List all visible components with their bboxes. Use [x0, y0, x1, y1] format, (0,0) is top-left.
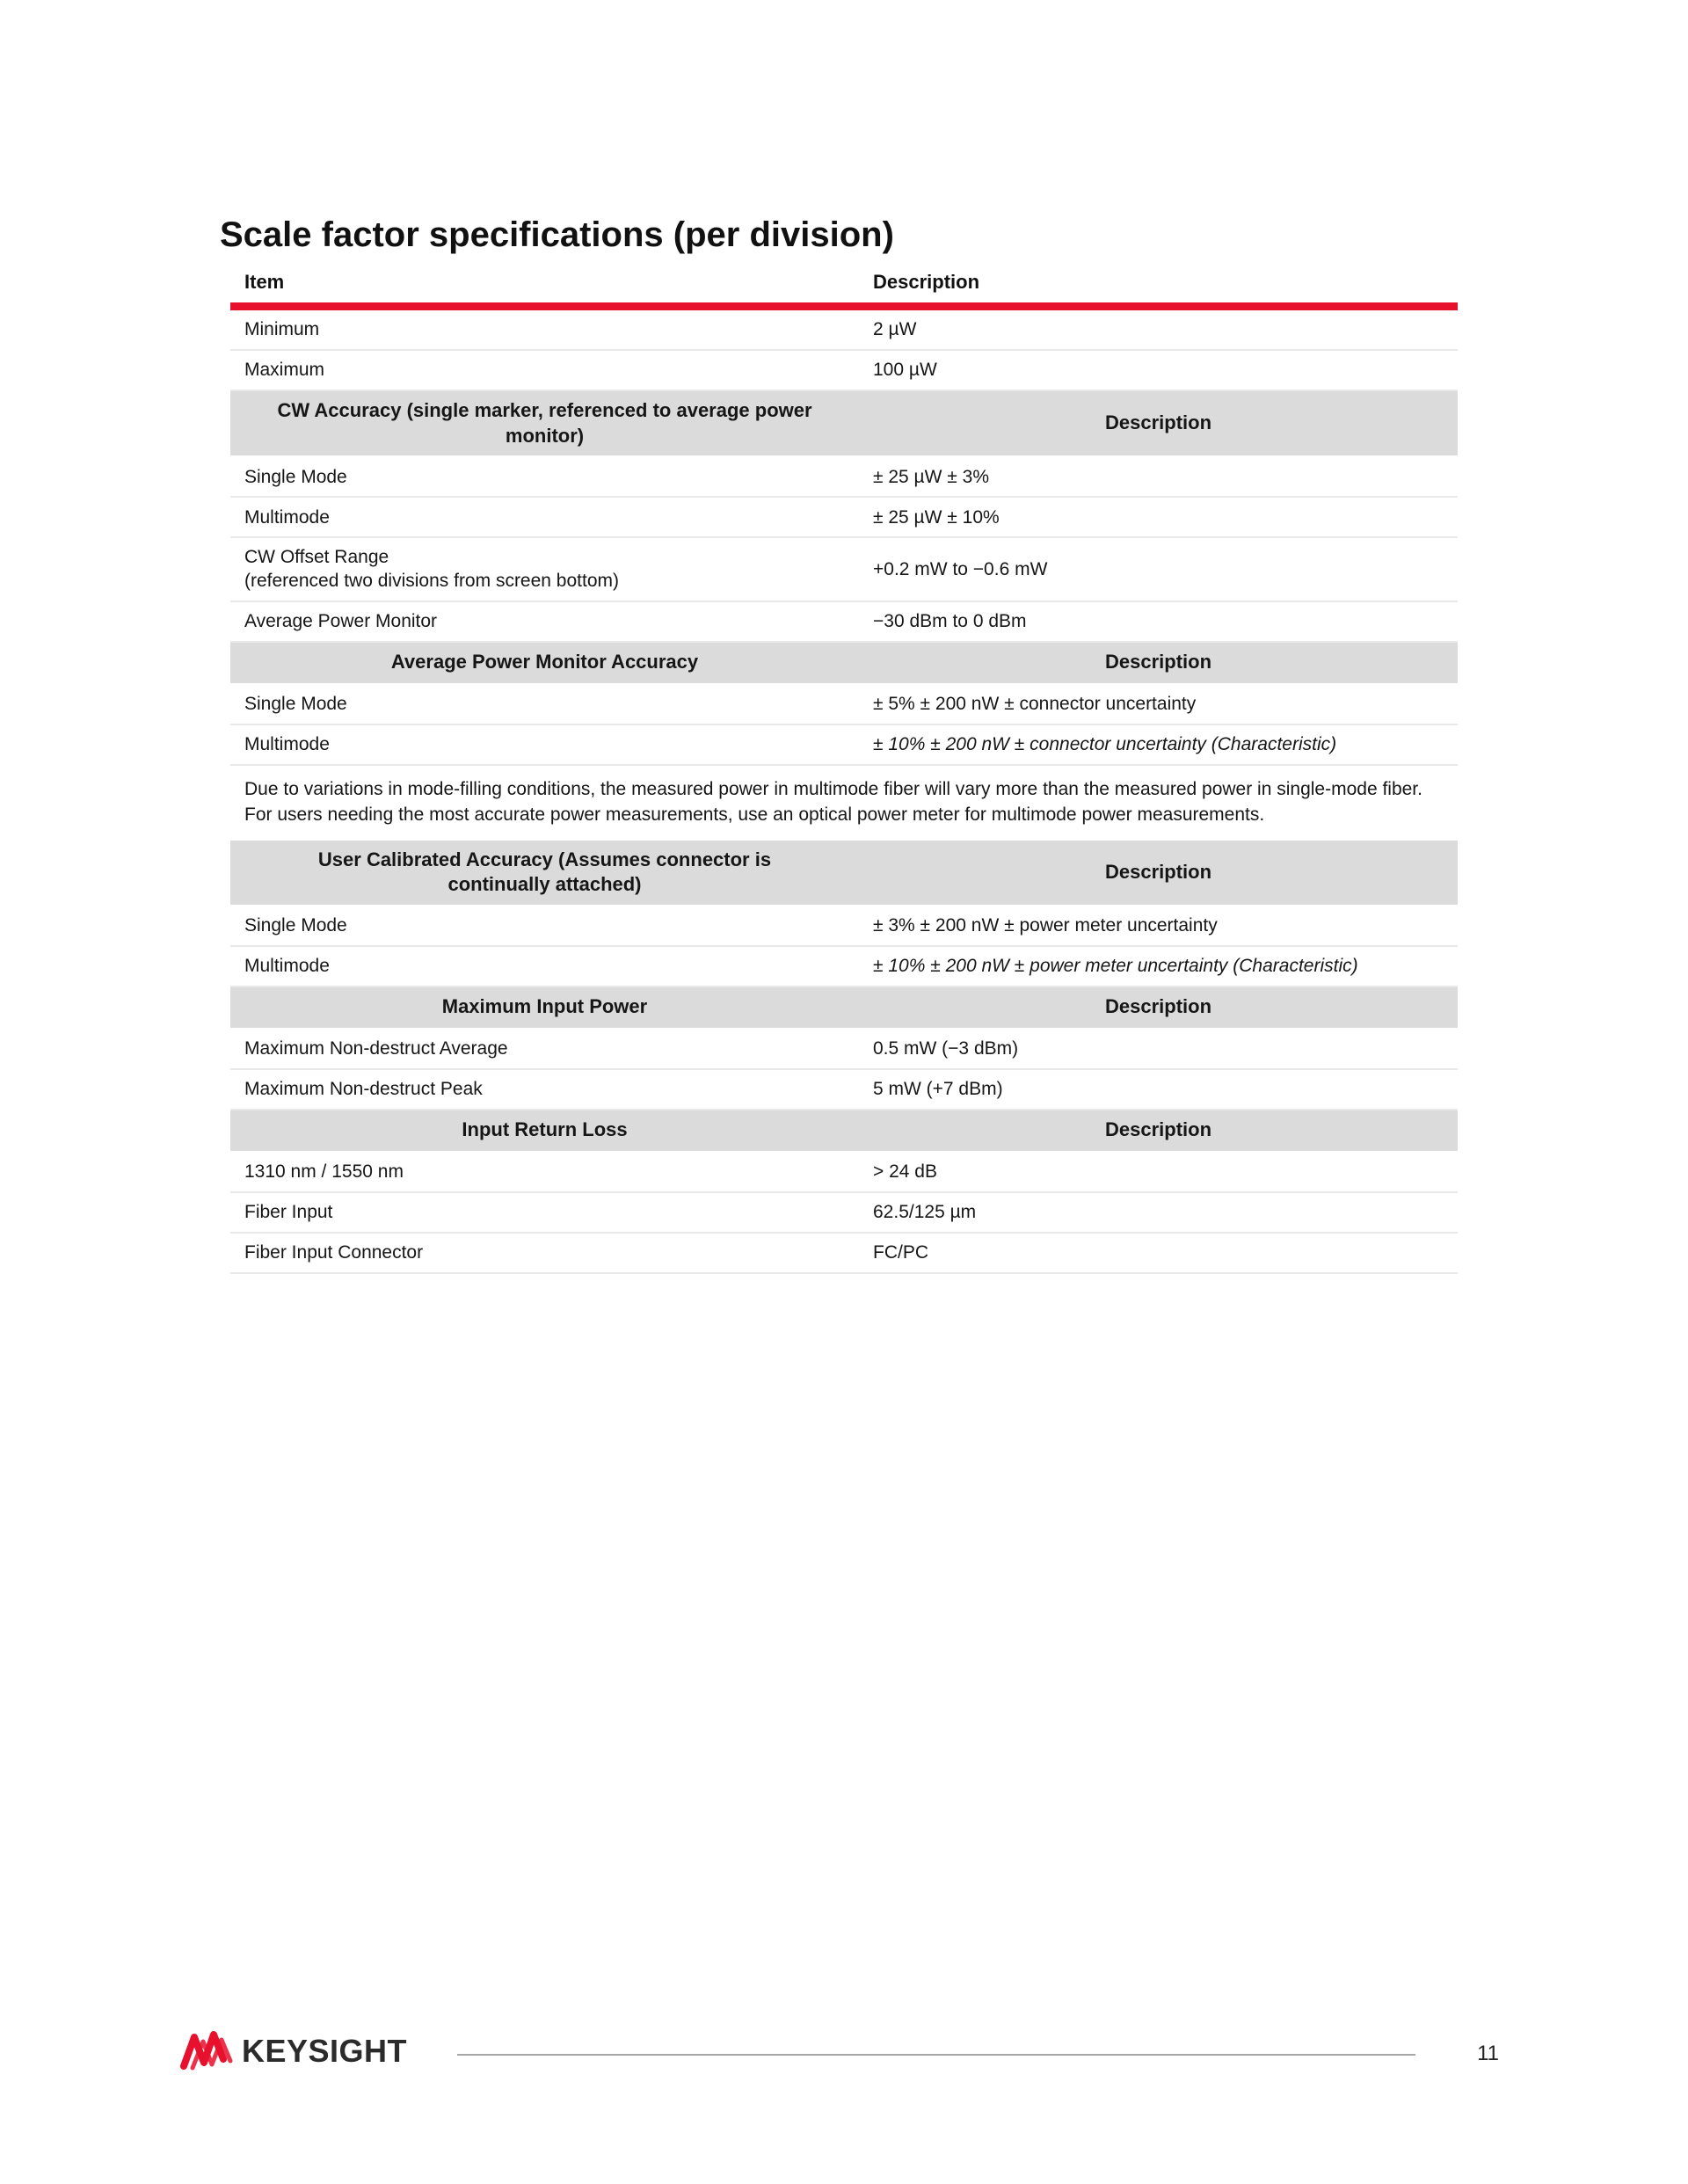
table-row [230, 351, 1458, 391]
item-cell: Multimode [244, 956, 330, 977]
description-cell: Description [1104, 995, 1212, 1018]
item-cell: Maximum Non-destruct Average [244, 1038, 508, 1059]
table-row [230, 1234, 1458, 1274]
item-cell: Average Power Monitor [244, 611, 438, 632]
item-cell: Fiber Input Connector [244, 1242, 424, 1263]
item-cell: Fiber Input [244, 1202, 333, 1223]
item-cell [230, 1110, 859, 1150]
table-row [230, 947, 1458, 987]
description-cell: ± 10% ± 200 nW ± power meter uncertainty (Characteristic) [873, 956, 1358, 977]
item-cell: Multimode [244, 506, 330, 528]
item-header-cell: Item [244, 271, 285, 293]
description-cell: ± 10% ± 200 nW ± connector uncertainty (Characteristic) [873, 734, 1337, 755]
section-title: Maximum Input Power [441, 995, 648, 1018]
description-cell: ± 25 µW ± 10% [873, 506, 1000, 528]
table-row [230, 538, 1458, 602]
item-cell [230, 987, 859, 1027]
item-cell: Minimum [244, 319, 320, 340]
description-cell: > 24 dB [873, 1161, 937, 1183]
section-title: Input Return Loss [462, 1118, 628, 1141]
footer [180, 2022, 1508, 2084]
table-row [230, 725, 1458, 766]
description-cell: FC/PC [873, 1242, 928, 1263]
section-header-row [230, 643, 1458, 685]
section-title: Average Power Monitor Accuracy [390, 651, 699, 673]
section-header-row [230, 1110, 1458, 1153]
table-body [230, 310, 1458, 1274]
item-cell: Maximum [244, 360, 325, 381]
table-row [230, 498, 1458, 538]
item-cell: Single Mode [244, 694, 347, 715]
description-header-cell: Description [873, 271, 980, 293]
table-row [230, 457, 1458, 498]
description-cell: 0.5 mW (−3 dBm) [873, 1038, 1019, 1059]
red-accent-bar [230, 302, 1458, 310]
keysight-logo [180, 2029, 407, 2073]
keysight-logo-text: KEYSIGHT [242, 2033, 408, 2069]
section-title: CW Accuracy (single marker, referenced to average power monitor) [277, 399, 812, 447]
item-cell-line2: (referenced two divisions from screen bottom) [244, 571, 619, 592]
page-title: Scale factor specifications (per division) [220, 215, 894, 254]
footer-divider-line [457, 2054, 1415, 2056]
item-cell: 1310 nm / 1550 nm [244, 1161, 404, 1183]
table-header-row [230, 264, 1458, 302]
keysight-spark-icon [180, 2029, 235, 2073]
description-cell: +0.2 mW to −0.6 mW [873, 558, 1048, 579]
item-cell: Maximum Non-destruct Peak [244, 1079, 483, 1100]
item-cell: CW Offset Range (referenced two divisions from screen bottom) [230, 538, 859, 601]
description-cell: Description [1104, 860, 1212, 883]
section-header-row [230, 987, 1458, 1030]
table-note-row: Due to variations in mode-filling conditions, the measured power in multimode fiber will vary more than the measured power in single-mode fiber. For users needing the most accurate power measurements, use an optical power meter for multimode power measurements. [244, 778, 1422, 826]
table-row [230, 310, 1458, 351]
description-cell: −30 dBm to 0 dBm [873, 611, 1027, 632]
table-row [230, 602, 1458, 643]
description-cell: Description [1104, 1118, 1212, 1141]
description-cell: 100 µW [873, 360, 937, 381]
item-cell: Single Mode [244, 466, 347, 487]
description-cell: ± 5% ± 200 nW ± connector uncertainty [873, 694, 1197, 715]
section-header-row [230, 391, 1458, 457]
item-cell [230, 643, 859, 682]
item-cell: Multimode [244, 734, 330, 755]
table-row [230, 1153, 1458, 1193]
item-cell: Single Mode [244, 915, 347, 936]
table-row [230, 1193, 1458, 1234]
description-cell: ± 25 µW ± 3% [873, 466, 990, 487]
table-row [230, 1030, 1458, 1070]
table-row [230, 906, 1458, 947]
description-cell: 5 mW (+7 dBm) [873, 1079, 1003, 1100]
description-cell: Description [1104, 651, 1212, 673]
description-cell: 62.5/125 µm [873, 1202, 977, 1223]
description-cell: ± 3% ± 200 nW ± power meter uncertainty [873, 915, 1218, 936]
section-title: User Calibrated Accuracy (Assumes connector is continually attached) [317, 848, 772, 896]
item-cell [230, 391, 859, 455]
description-cell: 2 µW [873, 319, 917, 340]
page-number: 11 [1477, 2042, 1499, 2065]
description-cell: Description [1104, 411, 1212, 434]
spec-table [230, 264, 1458, 1274]
section-header-row [230, 841, 1458, 906]
item-cell [230, 841, 859, 905]
table-row [230, 1070, 1458, 1110]
table-row [230, 685, 1458, 725]
